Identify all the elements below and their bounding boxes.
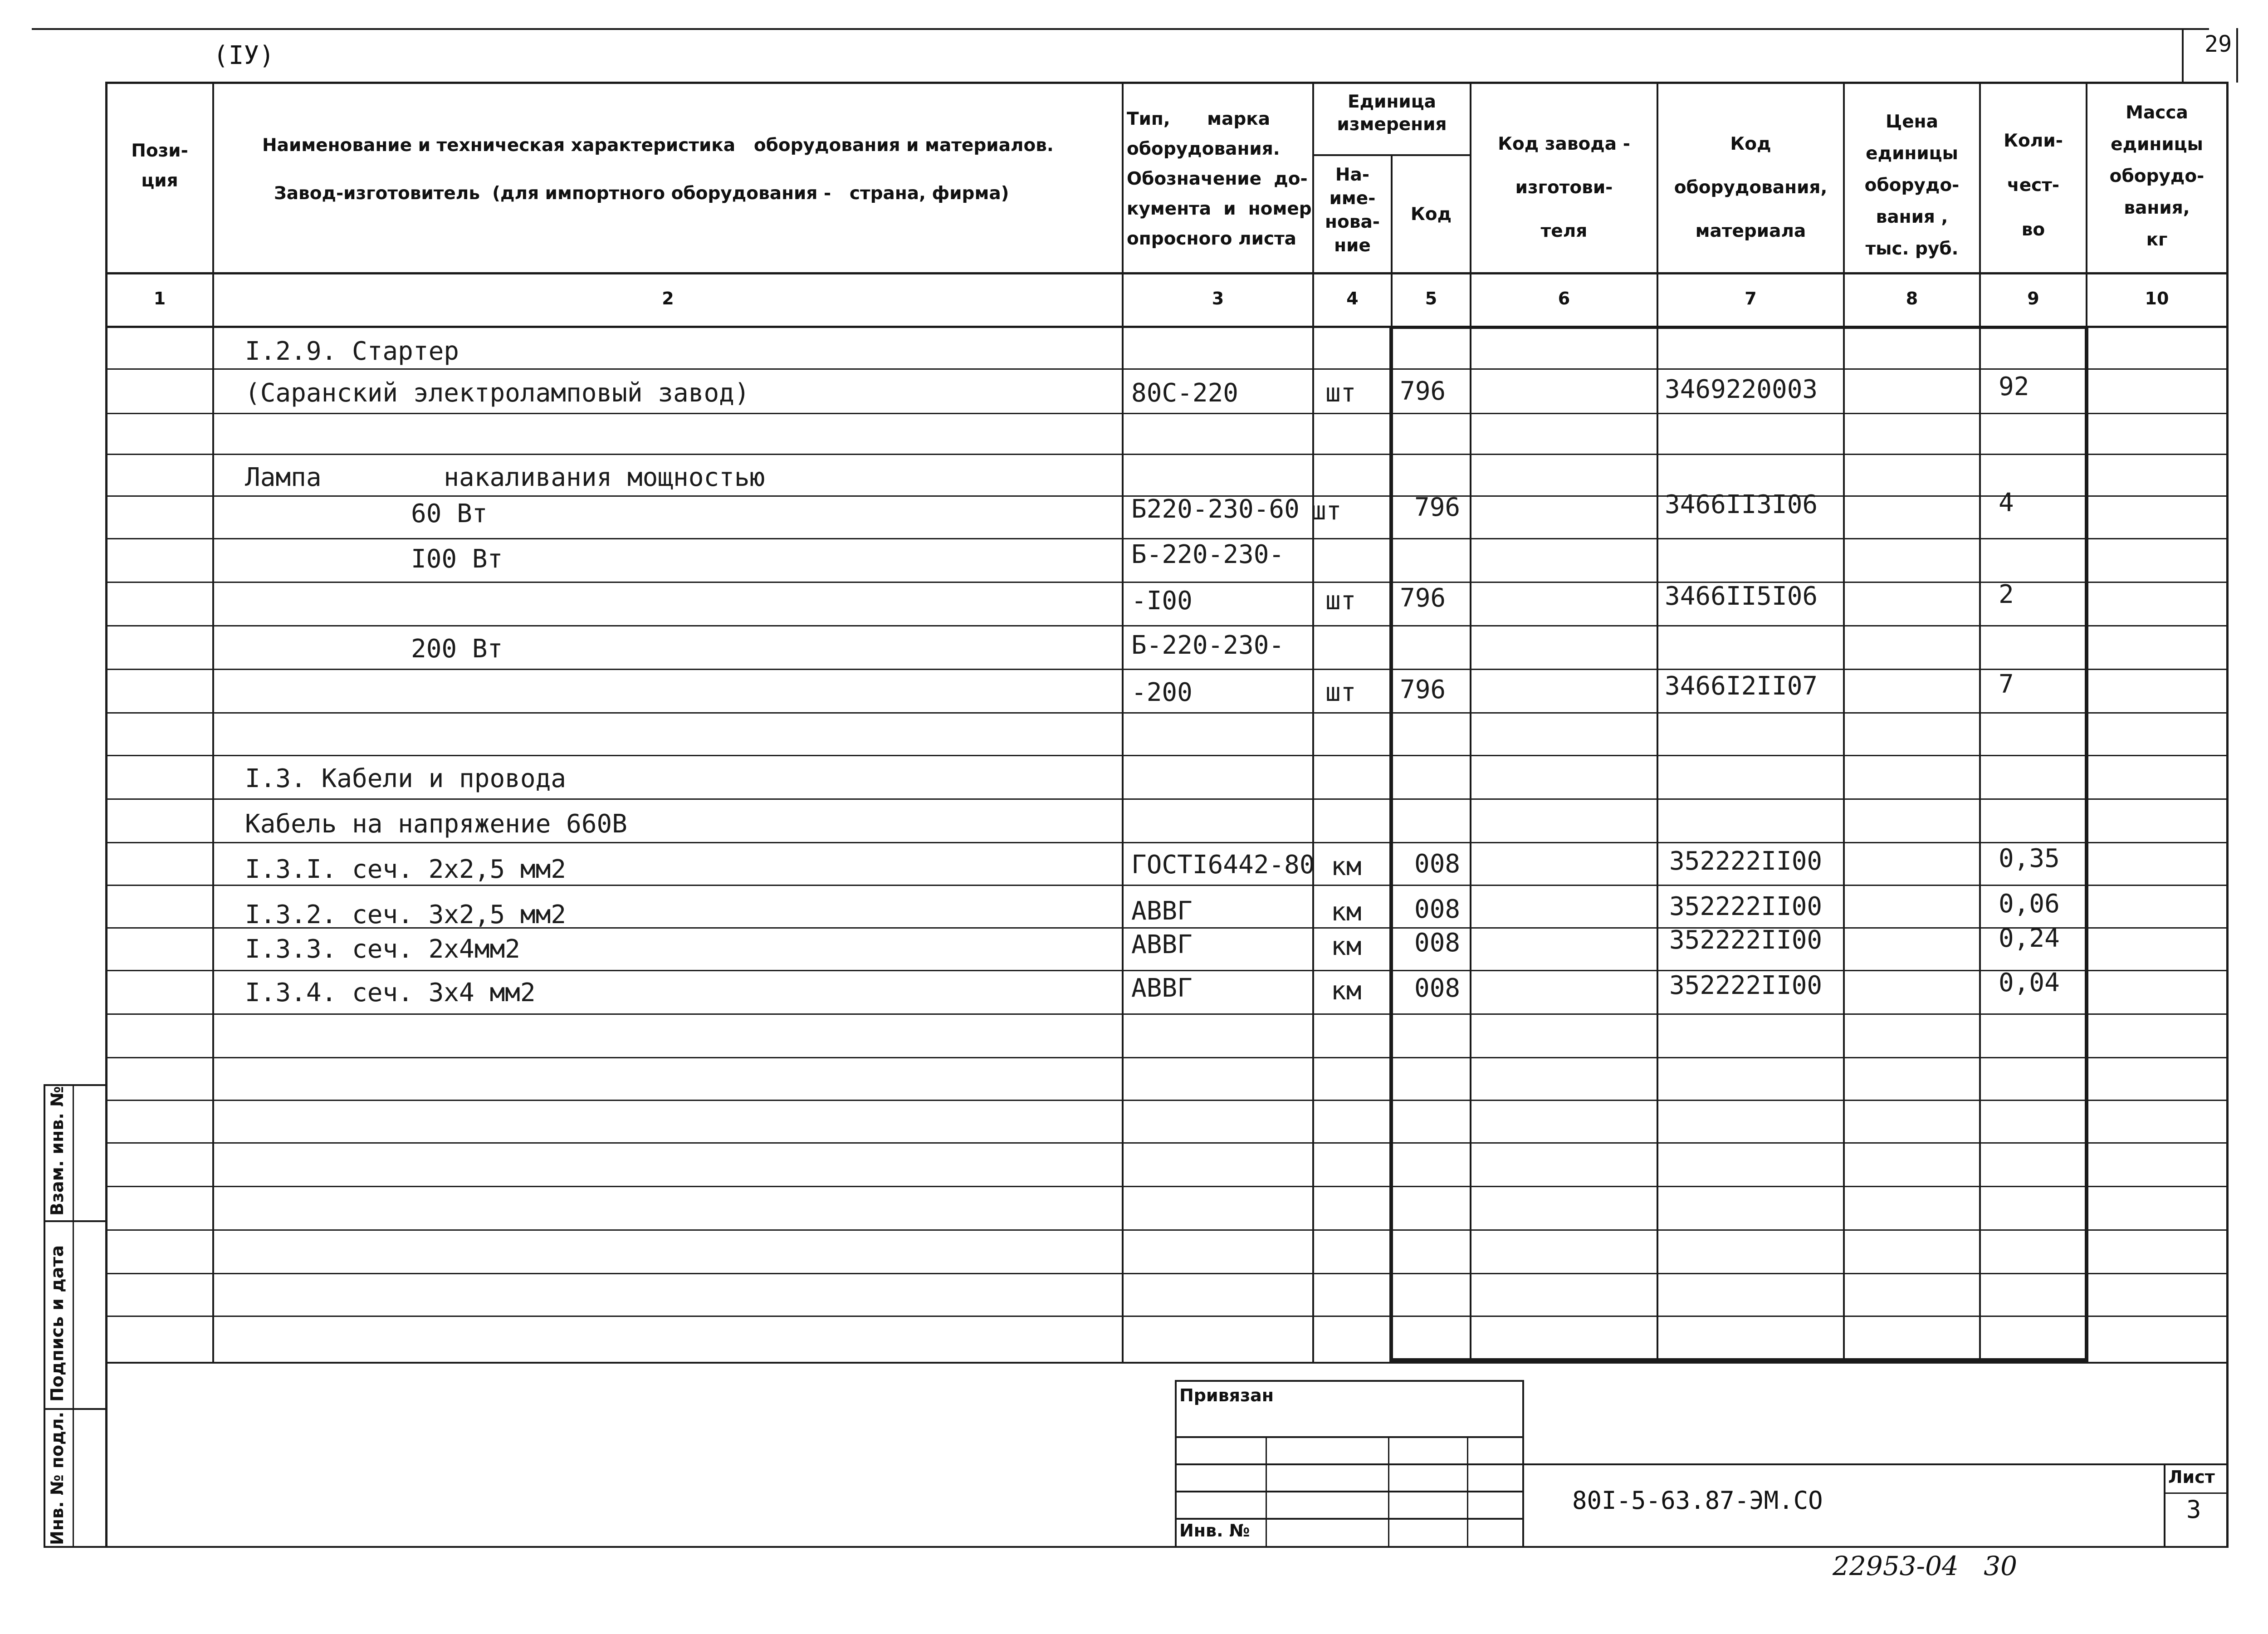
side-label-vzam: Взам. инв. № [47, 1086, 67, 1216]
header-type: Тип, марка оборудования. Обозначение до- кумента и номер опросного листа [1127, 109, 1312, 249]
row-code: 008 [1414, 974, 1461, 1003]
row-material: 352222II00 [1669, 846, 1823, 876]
row-qty: 0,04 [1999, 968, 2060, 998]
colnum-7: 7 [1745, 289, 1757, 308]
row-name: (Саранский электроламповый завод) [245, 378, 750, 408]
header-quantity: Коли- чест- во [2004, 131, 2063, 240]
sheet-number: 3 [2186, 1495, 2201, 1524]
stamp-inv-no: Инв. № [1179, 1521, 1250, 1541]
row-name: I.3.3. сеч. 2х4мм2 [245, 934, 520, 964]
row-code: 008 [1414, 895, 1461, 924]
row-name: I.3. Кабели и провода [245, 764, 567, 793]
row-material: 352222II00 [1669, 971, 1823, 1000]
row-name: I00 Вт [411, 544, 503, 574]
row-code: 796 [1414, 493, 1461, 522]
section-marker: (IУ) [213, 41, 274, 70]
header-unit-group: Единица измерения [1337, 92, 1447, 135]
row-unit: км [1331, 932, 1362, 961]
row-code: 008 [1414, 928, 1461, 958]
row-type: ГОСТI6442-80 [1131, 850, 1315, 880]
row-unit: км [1331, 897, 1362, 927]
row-code: 796 [1400, 377, 1446, 406]
row-material: 3466I2II07 [1665, 671, 1818, 701]
header-position: Пози- ция [131, 141, 188, 191]
row-type: Б-220-230- [1131, 631, 1285, 660]
side-label-podpis: Подпись и дата [47, 1245, 67, 1402]
side-label-inv: Инв. № подл. [47, 1411, 67, 1545]
row-qty: 7 [1999, 670, 2014, 699]
row-name: Лампа накаливания мощностью [245, 463, 765, 492]
row-material: 352222II00 [1669, 892, 1823, 921]
row-qty: 2 [1999, 580, 2014, 609]
colnum-10: 10 [2145, 289, 2169, 308]
row-qty: 0,06 [1999, 889, 2060, 919]
row-material: 3469220003 [1665, 375, 1818, 404]
row-type: -200 [1131, 678, 1193, 707]
colnum-6: 6 [1558, 289, 1570, 308]
header-name-line2: Завод-изготовитель (для импортного оборудования - страна, фирма) [274, 183, 1009, 204]
row-name: 60 Вт [411, 499, 488, 528]
page-number: 29 [2204, 31, 2232, 57]
row-type: 80С-220 [1131, 378, 1239, 408]
row-code: 796 [1400, 583, 1446, 613]
row-qty: 0,24 [1999, 924, 2060, 953]
colnum-3: 3 [1212, 289, 1224, 308]
row-material: 3466II5I06 [1665, 582, 1818, 611]
colnum-8: 8 [1906, 289, 1918, 308]
header-unit-code: Код [1410, 204, 1452, 225]
document-code: 80I-5-63.87-ЭМ.СО [1572, 1486, 1823, 1515]
row-type: Б220-230-60 [1131, 494, 1300, 524]
row-name: I.3.2. сеч. 3х2,5 мм2 [245, 900, 567, 930]
row-unit: шт [1325, 678, 1356, 707]
row-name: I.3.4. сеч. 3х4 мм2 [245, 978, 536, 1008]
colnum-2: 2 [662, 289, 674, 308]
row-material: 352222II00 [1669, 925, 1823, 955]
row-qty: 92 [1999, 372, 2029, 401]
row-type: Б-220-230- [1131, 540, 1285, 569]
stamp-privyazan: Привязан [1179, 1385, 1274, 1405]
header-material-code: Код оборудования, материала [1674, 134, 1828, 241]
colnum-4: 4 [1346, 289, 1359, 308]
header-factory-code: Код завода - изготови- теля [1498, 134, 1630, 241]
colnum-9: 9 [2027, 289, 2039, 308]
row-unit: км [1331, 976, 1362, 1006]
header-name-line1: Наименование и техническая характеристика оборудования и материалов. [262, 135, 1054, 156]
row-name: Кабель на напряжение 660В [245, 809, 627, 839]
row-qty: 0,35 [1999, 844, 2060, 873]
row-qty: 4 [1999, 488, 2014, 518]
row-name: 200 Вт [411, 634, 503, 664]
row-unit: шт [1325, 378, 1356, 408]
row-unit: км [1331, 852, 1362, 881]
row-unit: шт [1325, 586, 1356, 616]
row-material: 3466II3I06 [1665, 490, 1818, 519]
row-type: АВВГ [1131, 974, 1193, 1003]
row-name: I.2.9. Стартер [245, 337, 459, 366]
archive-note: 22953-04 30 [1833, 1551, 2018, 1581]
header-price: Цена единицы оборудо- вания , тыс. руб. [1864, 112, 1960, 259]
row-code: 008 [1414, 849, 1461, 879]
header-mass: Масса единицы оборудо- вания, кг [2109, 103, 2204, 250]
row-type: АВВГ [1131, 896, 1193, 926]
colnum-5: 5 [1425, 289, 1437, 308]
row-name: I.3.I. сеч. 2х2,5 мм2 [245, 855, 567, 884]
header-unit-name: На- име- нова- ние [1325, 165, 1380, 256]
row-code: 796 [1400, 675, 1446, 704]
row-type: -I00 [1131, 586, 1193, 616]
row-type: АВВГ [1131, 930, 1193, 959]
row-unit: шт [1311, 496, 1342, 526]
sheet-label: Лист [2168, 1467, 2215, 1487]
colnum-1: 1 [153, 289, 166, 308]
